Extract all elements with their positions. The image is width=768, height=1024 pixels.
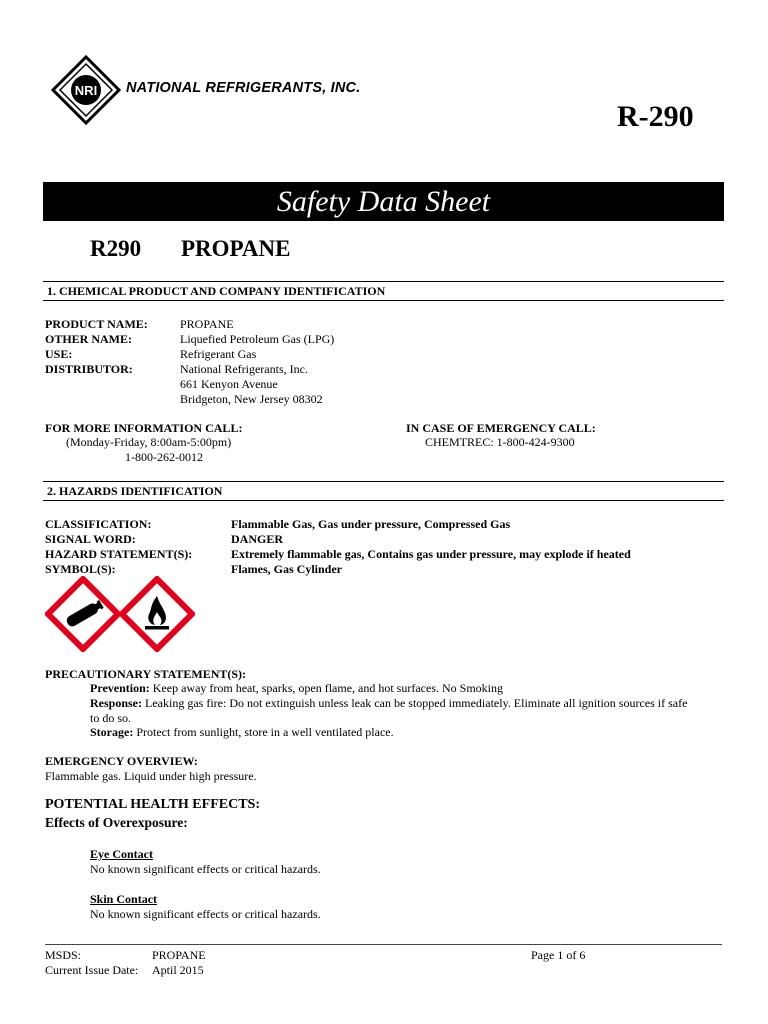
footer-issue-label: Current Issue Date: [45, 963, 139, 977]
field-label: DISTRIBUTOR: [45, 362, 133, 376]
footer-divider [45, 944, 722, 945]
health-effects-heading: POTENTIAL HEALTH EFFECTS: [45, 797, 260, 812]
field-value: National Refrigerants, Inc. [180, 362, 308, 376]
storage-statement [90, 725, 394, 740]
address-line: Bridgeton, New Jersey 08302 [180, 392, 323, 406]
product-title: PROPANE [181, 236, 291, 261]
nri-logo [51, 55, 121, 125]
document-code: R-290 [617, 100, 694, 133]
precautionary-heading: PRECAUTIONARY STATEMENT(S): [45, 667, 247, 681]
field-label: OTHER NAME: [45, 332, 132, 346]
info-call-hours: (Monday-Friday, 8:00am-5:00pm) [66, 435, 232, 449]
response-label: Response: [90, 696, 143, 710]
field-value: Extremely flammable gas, Contains gas under pressure, may explode if heated [231, 547, 631, 561]
footer-msds-label: MSDS: [45, 948, 82, 962]
emergency-overview-heading: EMERGENCY OVERVIEW: [45, 754, 198, 768]
field-label: CLASSIFICATION: [45, 517, 152, 531]
emergency-call-number: CHEMTREC: 1-800-424-9300 [425, 435, 575, 449]
prevention-label: Prevention: [90, 681, 150, 695]
field-value: PROPANE [180, 317, 234, 331]
prevention-text: Keep away from heat, sparks, open flame, and hot surfaces. No Smoking [149, 681, 503, 695]
storage-label: Storage: [90, 725, 134, 739]
eye-contact-label: Eye Contact [90, 847, 153, 861]
storage-text: Protect from sunlight, store in a well ventilated place. [133, 725, 394, 739]
info-call-label: FOR MORE INFORMATION CALL: [45, 421, 243, 435]
emergency-overview-text: Flammable gas. Liquid under high pressure. [45, 769, 257, 783]
section-1-title: 1. CHEMICAL PRODUCT AND COMPANY IDENTIFICATION [47, 284, 386, 298]
logo-text: NRI [74, 83, 98, 98]
prevention-statement [90, 681, 503, 696]
section-divider [43, 281, 724, 282]
footer-msds-value: PROPANE [152, 948, 206, 962]
eye-contact-text: No known significant effects or critical hazards. [90, 862, 321, 876]
section-2-title: 2. HAZARDS IDENTIFICATION [47, 484, 223, 498]
skin-contact-label: Skin Contact [90, 892, 158, 906]
field-value: Refrigerant Gas [180, 347, 257, 361]
gas-cylinder-icon [45, 576, 121, 652]
footer-issue-date: Aptil 2015 [152, 963, 204, 977]
section-divider [43, 300, 724, 301]
overexposure-heading: Effects of Overexposure: [45, 815, 188, 830]
footer-page-number: Page 1 of 6 [531, 948, 586, 962]
field-value: Flammable Gas, Gas under pressure, Compressed Gas [231, 517, 511, 531]
field-label: USE: [45, 347, 73, 361]
skin-contact-text: No known significant effects or critical hazards. [90, 907, 321, 921]
product-code: R290 [90, 236, 142, 261]
field-value: DANGER [231, 532, 284, 546]
section-divider [43, 481, 724, 482]
field-value: Flames, Gas Cylinder [231, 562, 342, 576]
response-text: Leaking gas fire: Do not extinguish unless leak can be stopped immediately. Eliminate all ignition sources if safe [142, 696, 688, 710]
field-label: SIGNAL WORD: [45, 532, 136, 546]
info-call-phone: 1-800-262-0012 [125, 450, 203, 464]
document-banner: Safety Data Sheet [43, 182, 724, 221]
response-text-cont: to do so. [90, 711, 132, 725]
field-label: HAZARD STATEMENT(S): [45, 547, 193, 561]
company-name: NATIONAL REFRIGERANTS, INC. [126, 80, 361, 96]
field-label: PRODUCT NAME: [45, 317, 148, 331]
flame-icon [119, 576, 195, 652]
field-value: Liquefied Petroleum Gas (LPG) [180, 332, 335, 346]
emergency-call-label: IN CASE OF EMERGENCY CALL: [406, 421, 596, 435]
field-label: SYMBOL(S): [45, 562, 116, 576]
response-statement [90, 696, 687, 711]
section-divider [43, 500, 724, 501]
address-line: 661 Kenyon Avenue [180, 377, 278, 391]
